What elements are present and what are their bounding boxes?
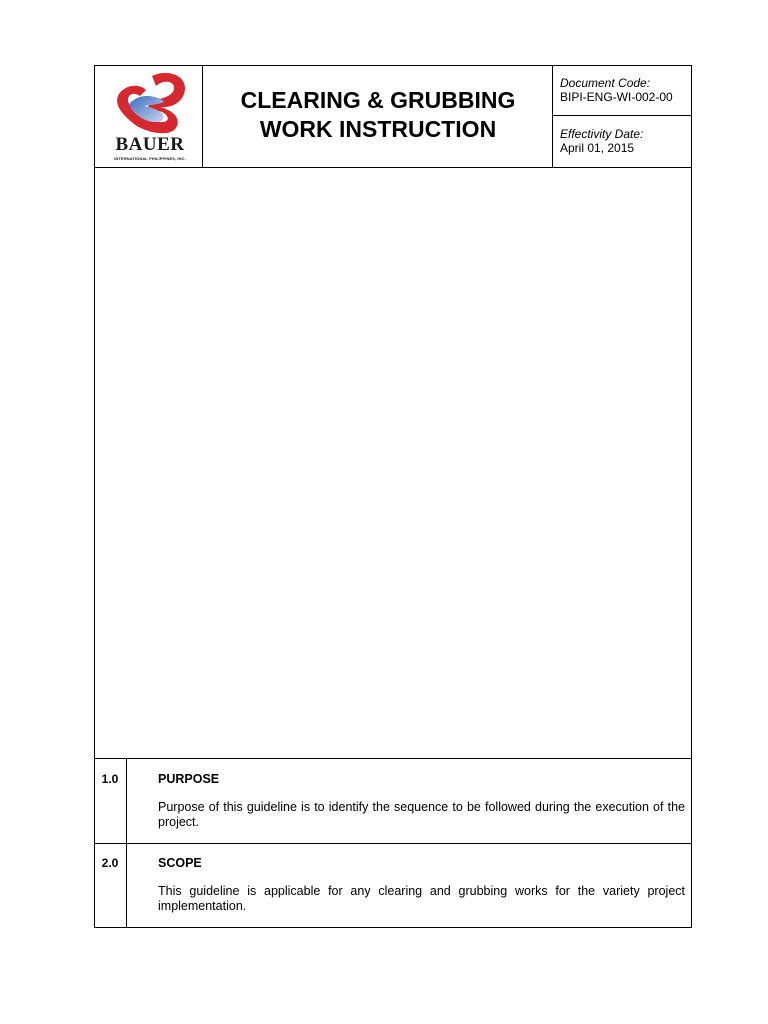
logo-mark-icon [104,70,196,136]
table-bottom-border [94,927,692,928]
blank-content-area [95,168,691,758]
page-right-border [691,65,692,928]
document-code-value: BIPI-ENG-WI-002-00 [560,90,673,104]
table-top-border [94,758,692,759]
document-code-label: Document Code: [560,76,651,90]
title-line-1: CLEARING & GRUBBING [240,87,516,113]
logo-subtext: INTERNATIONAL PHILIPPINES, INC. [114,156,186,161]
row-divider [94,843,692,844]
logo-wordmark: BAUER [115,134,185,155]
meta-divider [552,115,692,116]
header-divider-meta [552,65,553,167]
company-logo [104,70,196,165]
section-number: 1.0 [101,772,119,786]
document-title [204,86,552,144]
section-heading: SCOPE [158,856,202,870]
title-line-2: WORK INSTRUCTION [259,116,497,142]
header-top-border [94,65,692,66]
section-body: Purpose of this guideline is to identify the sequence to be followed during the execution of the project. [158,800,685,829]
section-body: This guideline is applicable for any clearing and grubbing works for the variety project implementation. [158,884,685,913]
header-divider-logo [202,65,203,167]
section-heading: PURPOSE [158,772,220,786]
effectivity-date-label: Effectivity Date: [560,127,644,141]
section-number: 2.0 [101,856,119,870]
effectivity-date-value: April 01, 2015 [560,141,635,155]
